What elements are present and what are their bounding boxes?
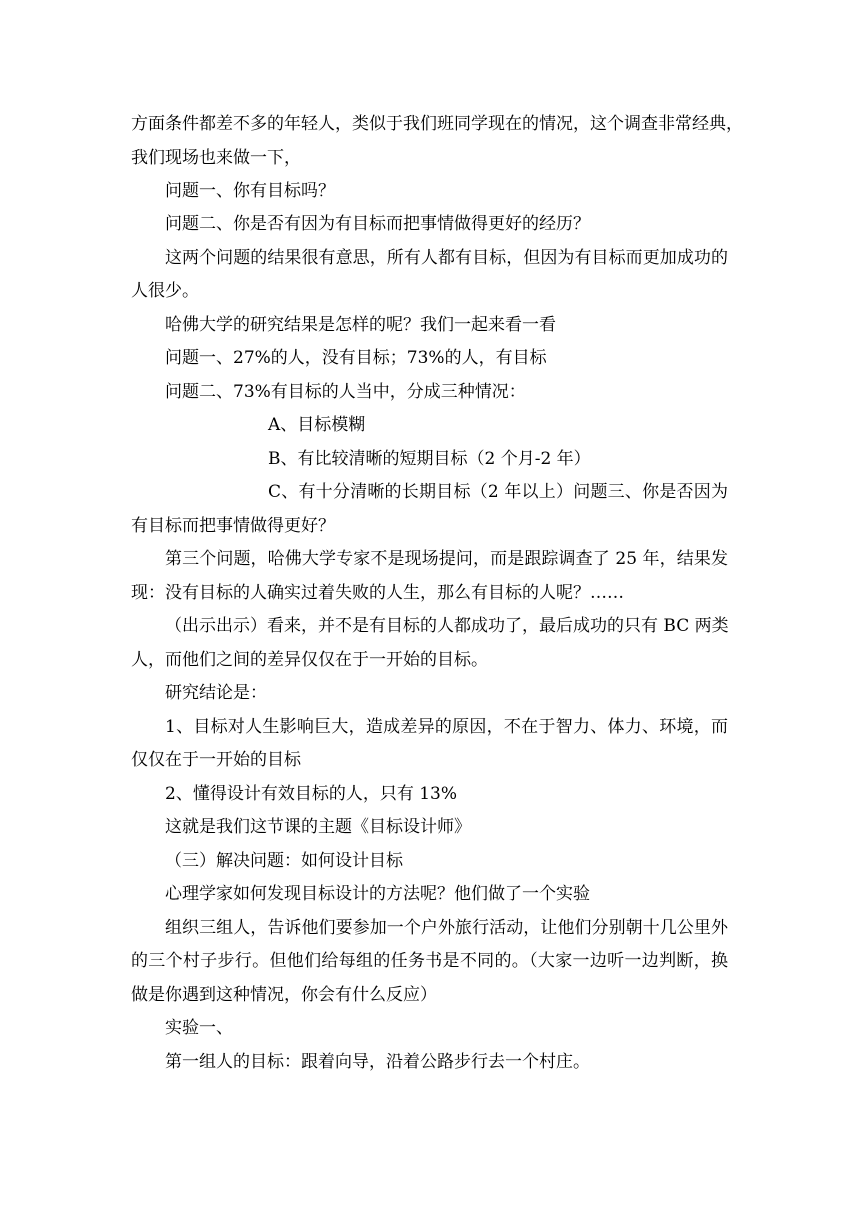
text-line: 方面条件都差不多的年轻人，类似于我们班同学现在的情况，这个调查非常经典，	[131, 114, 743, 134]
text-line: 第一组人的目标：跟着向导，沿着公路步行去一个村庄。	[165, 1052, 590, 1072]
text-line: 哈佛大学的研究结果是怎样的呢？我们一起来看一看	[165, 315, 556, 335]
text-line: C、有十分清晰的长期目标（2 年以上）问题三、你是否因为	[268, 482, 728, 502]
text-line: （三）解决问题：如何设计目标	[165, 851, 403, 871]
text-line: 我们现场也来做一下，	[131, 148, 301, 168]
text-line: B、有比较清晰的短期目标（2 个月-2 年）	[268, 449, 591, 469]
text-line: A、目标模糊	[268, 415, 366, 435]
text-line: 问题二、73%有目标的人当中，分成三种情况：	[165, 382, 526, 402]
text-line: 问题一、你有目标吗？	[165, 181, 335, 201]
text-line: （出示出示）看来，并不是有目标的人都成功了，最后成功的只有 BC 两类	[165, 616, 729, 636]
text-line: 2、懂得设计有效目标的人，只有 13%	[165, 784, 458, 804]
text-line: 组织三组人，告诉他们要参加一个户外旅行活动，让他们分别朝十几公里外	[165, 918, 728, 938]
text-line: 问题二、你是否有因为有目标而把事情做得更好的经历？	[165, 214, 590, 234]
text-line: 实验一、	[165, 1018, 233, 1038]
text-line: 心理学家如何发现目标设计的方法呢？他们做了一个实验	[165, 884, 590, 904]
text-line: 仅仅在于一开始的目标	[131, 750, 301, 770]
text-line: 研究结论是：	[165, 683, 267, 703]
text-line: 的三个村子步行。但他们给每组的任务书是不同的。（大家一边听一边判断，换	[131, 951, 728, 971]
text-line: 现：没有目标的人确实过着失败的人生，那么有目标的人呢？……	[131, 583, 624, 603]
text-line: 做是你遇到这种情况，你会有什么反应）	[131, 985, 437, 1005]
text-line: 问题一、27%的人，没有目标；73%的人，有目标	[165, 348, 547, 368]
text-line: 有目标而把事情做得更好？	[131, 516, 335, 536]
text-line: 第三个问题，哈佛大学专家不是现场提问，而是跟踪调查了 25 年，结果发	[165, 549, 728, 569]
text-line: 这两个问题的结果很有意思，所有人都有目标，但因为有目标而更加成功的	[165, 248, 728, 268]
text-line: 1、目标对人生影响巨大，造成差异的原因，不在于智力、体力、环境，而	[165, 717, 728, 737]
text-line: 这就是我们这节课的主题《目标设计师》	[165, 817, 471, 837]
text-line: 人，而他们之间的差异仅仅在于一开始的目标。	[131, 650, 488, 670]
text-line: 人很少。	[131, 281, 199, 301]
